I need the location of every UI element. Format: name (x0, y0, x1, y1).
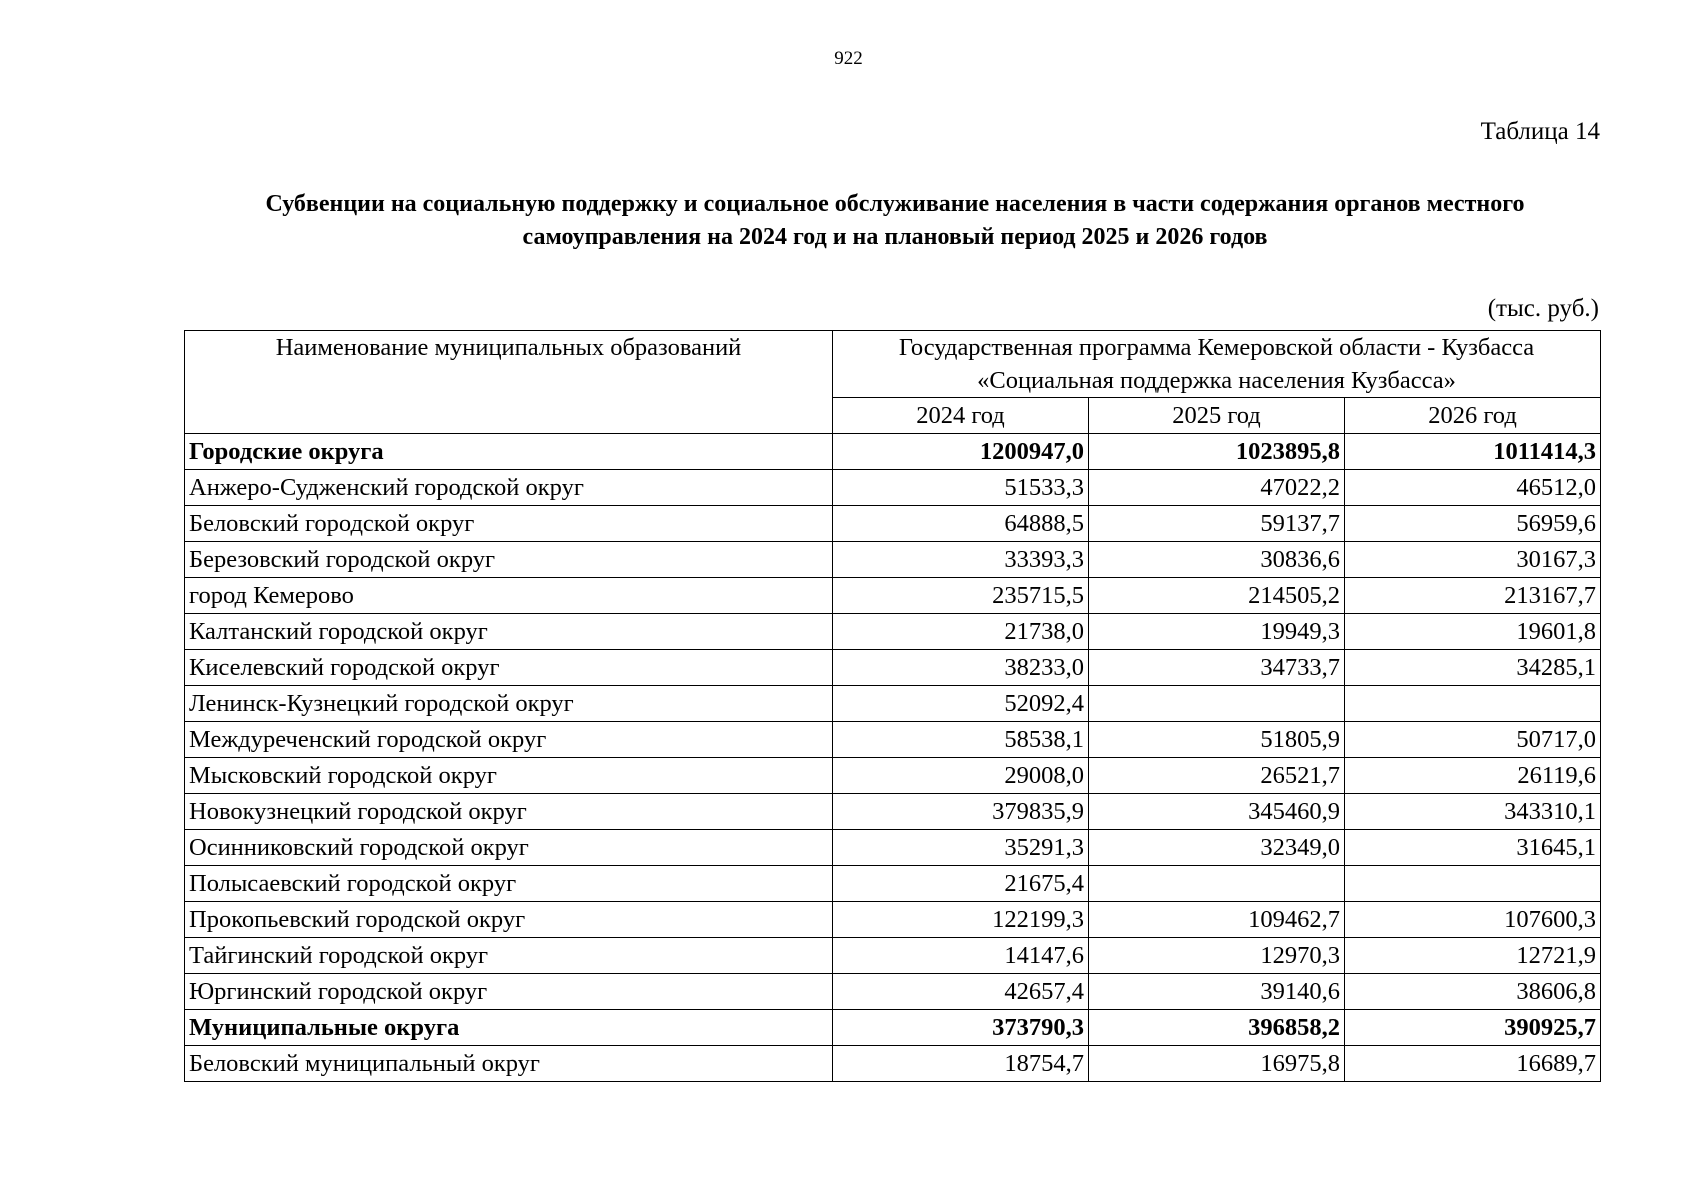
row-value-2026: 390925,7 (1345, 1010, 1601, 1046)
row-value-2024: 33393,3 (833, 542, 1089, 578)
table-row (185, 758, 1601, 794)
row-value-2026: 19601,8 (1345, 614, 1601, 650)
row-value-2024: 235715,5 (833, 578, 1089, 614)
row-value-2024: 122199,3 (833, 902, 1089, 938)
row-value-2026 (1345, 686, 1601, 722)
header-row-program (185, 331, 1601, 398)
row-value-2024: 21675,4 (833, 866, 1089, 902)
table-row (185, 866, 1601, 902)
row-value-2026: 1011414,3 (1345, 434, 1601, 470)
table-row (185, 542, 1601, 578)
row-value-2025: 32349,0 (1089, 830, 1345, 866)
row-value-2025: 109462,7 (1089, 902, 1345, 938)
table-row (185, 686, 1601, 722)
row-value-2025 (1089, 686, 1345, 722)
row-value-2026: 56959,6 (1345, 506, 1601, 542)
document-title-line-1: Субвенции на социальную поддержку и социальное обслуживание населения в части содержания органов местного (265, 191, 1525, 217)
table-row (185, 974, 1601, 1010)
row-name: Беловский городской округ (185, 506, 833, 542)
table-label: Таблица 14 (1480, 118, 1600, 145)
row-value-2026: 26119,6 (1345, 758, 1601, 794)
row-value-2025: 34733,7 (1089, 650, 1345, 686)
table-row (185, 722, 1601, 758)
row-name: Калтанский городской округ (185, 614, 833, 650)
row-value-2026: 46512,0 (1345, 470, 1601, 506)
header-program-line-2: «Социальная поддержка населения Кузбасса» (977, 367, 1456, 394)
row-value-2025: 1023895,8 (1089, 434, 1345, 470)
header-name-column: Наименование муниципальных образований (185, 331, 833, 434)
row-value-2024: 29008,0 (833, 758, 1089, 794)
row-value-2024: 52092,4 (833, 686, 1089, 722)
row-value-2026: 213167,7 (1345, 578, 1601, 614)
row-value-2024: 64888,5 (833, 506, 1089, 542)
page-number: 922 (834, 48, 863, 69)
row-value-2025: 16975,8 (1089, 1046, 1345, 1082)
row-value-2024: 38233,0 (833, 650, 1089, 686)
row-value-2024: 58538,1 (833, 722, 1089, 758)
table-row (185, 794, 1601, 830)
table-row (185, 578, 1601, 614)
row-name: Полысаевский городской округ (185, 866, 833, 902)
row-value-2024: 51533,3 (833, 470, 1089, 506)
header-year-2026: 2026 год (1345, 398, 1601, 434)
row-value-2025: 12970,3 (1089, 938, 1345, 974)
row-value-2026: 107600,3 (1345, 902, 1601, 938)
row-value-2026: 343310,1 (1345, 794, 1601, 830)
table-row (185, 830, 1601, 866)
row-value-2026 (1345, 866, 1601, 902)
row-value-2025: 214505,2 (1089, 578, 1345, 614)
document-title (185, 188, 1605, 254)
document-title-line-2: самоуправления на 2024 год и на плановый период 2025 и 2026 годов (522, 224, 1268, 250)
row-value-2026: 31645,1 (1345, 830, 1601, 866)
row-name: Новокузнецкий городской округ (185, 794, 833, 830)
row-name: Мысковский городской округ (185, 758, 833, 794)
row-value-2025: 30836,6 (1089, 542, 1345, 578)
row-name: город Кемерово (185, 578, 833, 614)
row-value-2025: 19949,3 (1089, 614, 1345, 650)
row-value-2024: 1200947,0 (833, 434, 1089, 470)
units-label: (тыс. руб.) (1487, 295, 1599, 322)
header-program (833, 331, 1601, 398)
row-value-2025: 26521,7 (1089, 758, 1345, 794)
row-name: Осинниковский городской округ (185, 830, 833, 866)
row-value-2025: 59137,7 (1089, 506, 1345, 542)
table-row (185, 938, 1601, 974)
row-value-2025 (1089, 866, 1345, 902)
row-name: Прокопьевский городской округ (185, 902, 833, 938)
header-year-2025: 2025 год (1089, 398, 1345, 434)
row-value-2025: 51805,9 (1089, 722, 1345, 758)
row-name: Городские округа (185, 434, 833, 470)
row-value-2025: 47022,2 (1089, 470, 1345, 506)
row-value-2024: 35291,3 (833, 830, 1089, 866)
row-name: Юргинский городской округ (185, 974, 833, 1010)
row-value-2024: 42657,4 (833, 974, 1089, 1010)
row-name: Муниципальные округа (185, 1010, 833, 1046)
row-value-2024: 379835,9 (833, 794, 1089, 830)
row-value-2025: 345460,9 (1089, 794, 1345, 830)
row-value-2026: 50717,0 (1345, 722, 1601, 758)
table-row (185, 650, 1601, 686)
table-row-group (185, 1010, 1601, 1046)
row-name: Ленинск-Кузнецкий городской округ (185, 686, 833, 722)
table-row (185, 902, 1601, 938)
row-name: Киселевский городской округ (185, 650, 833, 686)
row-value-2026: 38606,8 (1345, 974, 1601, 1010)
row-value-2026: 12721,9 (1345, 938, 1601, 974)
row-name: Междуреченский городской округ (185, 722, 833, 758)
row-value-2026: 34285,1 (1345, 650, 1601, 686)
header-year-2024: 2024 год (833, 398, 1089, 434)
row-value-2026: 30167,3 (1345, 542, 1601, 578)
table-row-group (185, 434, 1601, 470)
header-program-line-1: Государственная программа Кемеровской области - Кузбасса (898, 334, 1535, 361)
row-value-2024: 14147,6 (833, 938, 1089, 974)
row-name: Березовский городской округ (185, 542, 833, 578)
row-value-2024: 18754,7 (833, 1046, 1089, 1082)
row-name: Анжеро-Судженский городской округ (185, 470, 833, 506)
row-value-2024: 373790,3 (833, 1010, 1089, 1046)
row-value-2024: 21738,0 (833, 614, 1089, 650)
row-value-2025: 39140,6 (1089, 974, 1345, 1010)
row-value-2026: 16689,7 (1345, 1046, 1601, 1082)
table-row (185, 506, 1601, 542)
subventions-table (184, 330, 1601, 1082)
row-name: Тайгинский городской округ (185, 938, 833, 974)
table-row (185, 1046, 1601, 1082)
row-value-2025: 396858,2 (1089, 1010, 1345, 1046)
table-row (185, 470, 1601, 506)
table-row (185, 614, 1601, 650)
row-name: Беловский муниципальный округ (185, 1046, 833, 1082)
